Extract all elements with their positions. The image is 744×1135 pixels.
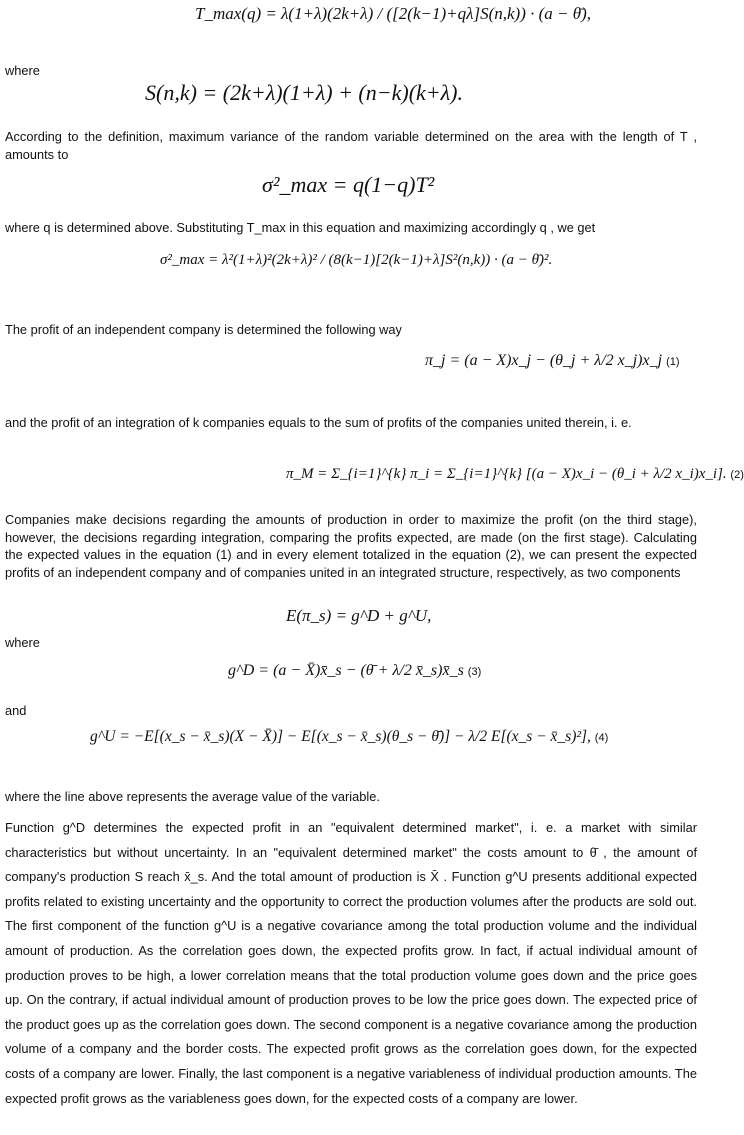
equation-sigma-max-full: σ²_max = λ²(1+λ)²(2k+λ)² / (8(k−1)[2(k−1)+λ]S²(n,k)) · (a − θ̄)².	[160, 252, 553, 268]
equation-number-4: (4)	[594, 732, 609, 744]
equation-snk: S(n,k) = (2k+λ)(1+λ) + (n−k)(k+λ).	[145, 80, 463, 105]
paragraph-profit-independent: The profit of an independent company is determined the following way	[5, 322, 402, 337]
equation-pi-j-body: π_j = (a − X)x_j − (θ_j + λ/2 x_j)x_j	[425, 352, 663, 369]
paragraph-line-above: where the line above represents the average value of the variable.	[5, 789, 380, 804]
equation-number-3: (3)	[467, 666, 482, 678]
equation-pi-m-body: π_M = Σ_{i=1}^{k} π_i = Σ_{i=1}^{k} [(a − X)x_i − (θ_i + λ/2 x_i)x_i].	[286, 466, 727, 482]
equation-expected-profit: E(π_s) = g^D + g^U,	[286, 606, 432, 625]
equation-sigma-max: σ²_max = q(1−q)T²	[262, 172, 435, 197]
text-where-2: where	[5, 635, 40, 650]
paragraph-definition: According to the definition, maximum variance of the random variable determined on the area with the length of T , amounts to	[5, 129, 697, 162]
equation-pi-j	[425, 352, 680, 370]
equation-number-2: (2)	[730, 469, 744, 481]
equation-number-1: (1)	[666, 356, 680, 368]
equation-gd-body: g^D = (a − X̄)x̄_s − (θ̄ + λ/2 x̄_s)x̄_s	[228, 662, 464, 679]
equation-tmax: T_max(q) = λ(1+λ)(2k+λ) / ([2(k−1)+qλ]S(n,k)) · (a − θ̄),	[195, 4, 592, 23]
equation-gd	[228, 662, 481, 680]
text-and: and	[5, 703, 27, 718]
paragraph-function-gd: Function g^D determines the expected profit in an "equivalent determined market", i. e. a market with similar characteristics but without uncertainty. In an "equivalent determined market" the costs amount to θ̄ , the amount of company's production S reach x̄_s. And the total amount of production is X̄ . Function g^U presents additional expected profits related to existing uncertainty and the opportunity to correct the production volumes after the products are sold out. The first component of the function g^U is a negative covariance among the total production volume and the individual amount of production. As the correlation goes down, the expected profits grow. In fact, if actual individual amount of production proves to be high, a lower correlation means that the total production volume goes down and the price goes up. On the contrary, if actual individual amount of production proves to be low the price goes down. The expected price of the product goes up as the correlation goes down. The second component is a negative covariance among the production volume of a company and the border costs. The expected profit grows as the correlation goes down, for the expected costs of a company are lower. Finally, the last component is a negative variableness of individual production amounts. The expected profit grows as the variableness goes down, for the expected costs of a company are lower.	[5, 820, 697, 1106]
paragraph-substituting: where q is determined above. Substituting T_max in this equation and maximizing accordingly q , we get	[5, 220, 596, 235]
paragraph-companies-decisions: Companies make decisions regarding the amounts of production in order to maximize the profit (on the third stage), however, the decisions regarding integration, comparing the profits expected, are made (on the first stage). Calculating the expected values in the equation (1) and in every element totalized in the equation (2), we can present the expected profits of an independent company and of companies united in an integrated structure, respectively, as two components	[5, 512, 697, 580]
equation-gu	[90, 728, 608, 746]
equation-gu-body: g^U = −E[(x_s − x̄_s)(X − X̄)] − E[(x_s − x̄_s)(θ_s − θ̄)] − λ/2 E[(x_s − x̄_s)²],	[90, 728, 591, 745]
equation-pi-m	[286, 466, 744, 483]
text-where-1: where	[5, 63, 40, 78]
paragraph-integration: and the profit of an integration of k companies equals to the sum of profits of the companies united therein, i. e.	[5, 415, 632, 430]
